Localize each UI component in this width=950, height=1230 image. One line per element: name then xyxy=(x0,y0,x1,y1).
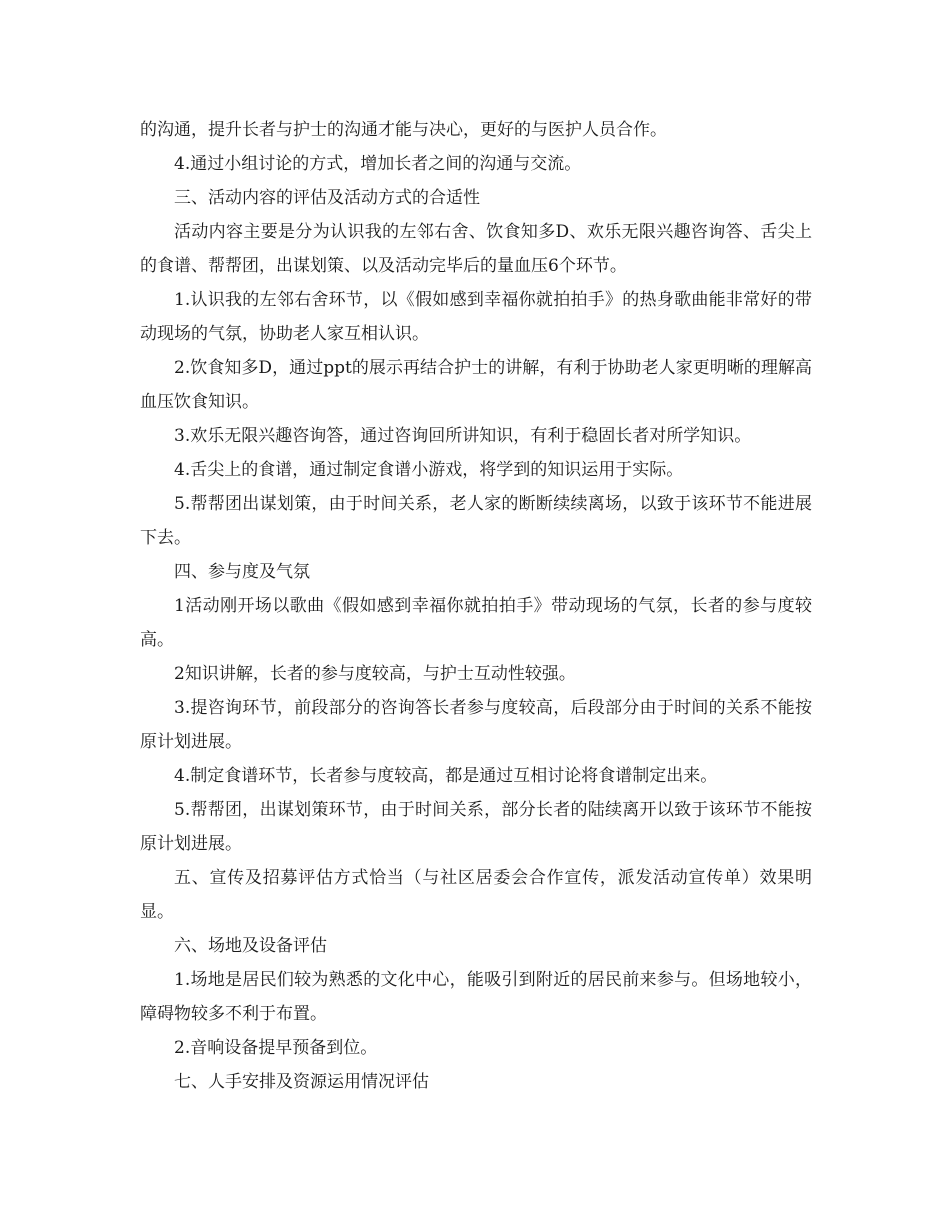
list-item-4-recipe: 4.舌尖上的食谱，通过制定食谱小游戏，将学到的知识运用于实际。 xyxy=(174,460,684,480)
list-item-1-venue: 1.场地是居民们较为熟悉的文化中心，能吸引到附近的居民前来参与。但场地较小，障碍物较多不利于布置。 xyxy=(140,970,812,1024)
list-item-3-qa: 3.提咨询环节，前段部分的咨询答长者参与度较高，后段部分由于时间的关系不能按原计划进展。 xyxy=(140,698,812,752)
document-body xyxy=(140,113,812,1099)
list-item-2-audio: 2.音响设备提早预备到位。 xyxy=(174,1038,378,1058)
paragraph-activity-overview: 活动内容主要是分为认识我的左邻右舍、饮食知多D、欢乐无限兴趣咨询答、舌尖上的食谱、帮帮团，出谋划策、以及活动完毕后的量血压6个环节。 xyxy=(140,222,812,276)
section-heading-3: 三、活动内容的评估及活动方式的合适性 xyxy=(174,188,480,208)
section-heading-7: 七、人手安排及资源运用情况评估 xyxy=(174,1072,429,1092)
list-item-2-diet: 2.饮食知多D，通过ppt的展示再结合护士的讲解，有利于协助老人家更明晰的理解高血压饮食知识。 xyxy=(140,358,812,412)
list-item-1-opening: 1活动刚开场以歌曲《假如感到幸福你就拍拍手》带动现场的气氛，长者的参与度较高。 xyxy=(140,596,812,650)
section-heading-6: 六、场地及设备评估 xyxy=(174,936,327,956)
list-item-5-helpers: 5.帮帮团出谋划策，由于时间关系，老人家的断断续续离场，以致于该环节不能进展下去。 xyxy=(140,494,812,548)
list-item-2-lecture: 2知识讲解，长者的参与度较高，与护士互动性较强。 xyxy=(174,664,576,684)
list-item-1-neighbors: 1.认识我的左邻右舍环节，以《假如感到幸福你就拍拍手》的热身歌曲能非常好的带动现场的气氛，协助老人家互相认识。 xyxy=(140,290,812,344)
list-item-4-small-group: 4.通过小组讨论的方式，增加长者之间的沟通与交流。 xyxy=(174,154,582,174)
section-heading-5: 五、宣传及招募评估方式恰当（与社区居委会合作宣传，派发活动宣传单）效果明显。 xyxy=(140,868,812,922)
section-heading-4: 四、参与度及气氛 xyxy=(174,562,310,582)
paragraph-continuation: 的沟通，提升长者与护士的沟通才能与决心，更好的与医护人员合作。 xyxy=(140,120,667,140)
list-item-3-quiz: 3.欢乐无限兴趣咨询答，通过咨询回所讲知识，有利于稳固长者对所学知识。 xyxy=(174,426,752,446)
list-item-5-helpers-session: 5.帮帮团，出谋划策环节，由于时间关系，部分长者的陆续离开以致于该环节不能按原计划进展。 xyxy=(140,800,812,854)
list-item-4-recipe-session: 4.制定食谱环节，长者参与度较高，都是通过互相讨论将食谱制定出来。 xyxy=(174,766,718,786)
